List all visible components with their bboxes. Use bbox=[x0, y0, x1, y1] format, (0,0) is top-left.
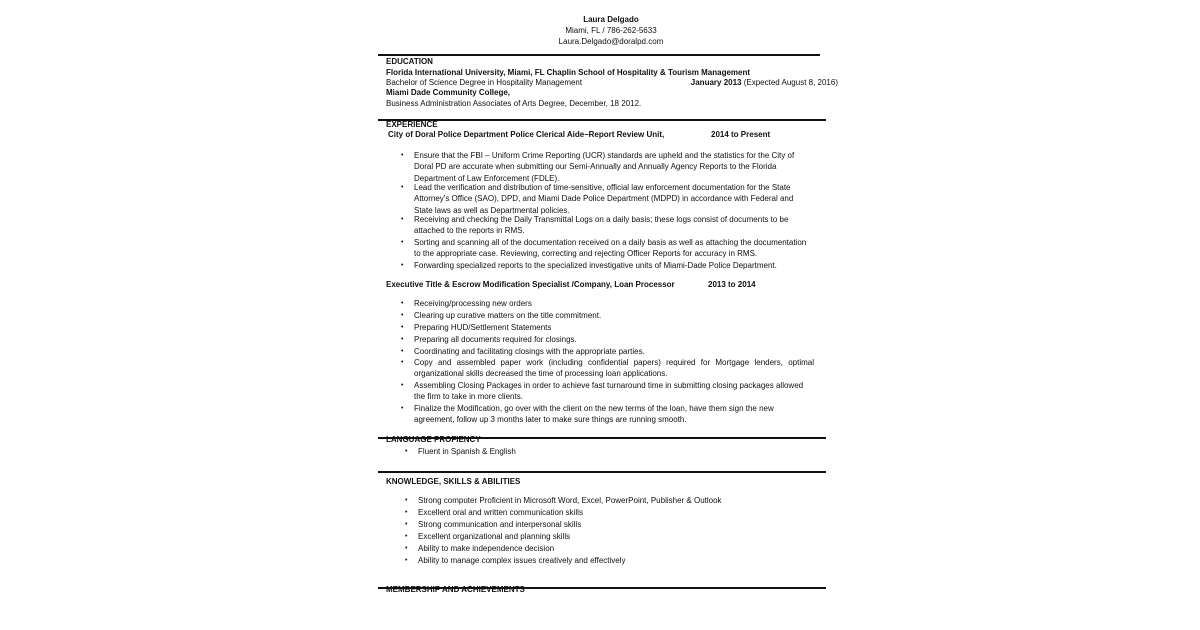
education-school-1: Florida International University, Miami, FL Chaplin School of Hospitality & Tourism Management bbox=[386, 68, 751, 77]
education-school-2: Miami Dade Community College, bbox=[386, 88, 511, 97]
email-address: Laura.Delgado@doralpd.com bbox=[558, 37, 664, 46]
experience-heading: EXPERIENCE bbox=[386, 120, 438, 129]
job-1-bullet: • Ensure that the FBI – Uniform Crime Reporting (UCR) standards are upheld and the statistics for the City of Doral PD are accurate when submitting our Semi-Annually and Annually Agency Reports to the Florida Department of Law Enforcement (FDLE). bbox=[414, 150, 810, 184]
job-2-bullet: • Finalize the Modification, go over with the client on the new terms of the loan, have them sign the new agreement, follow up 3 months later to make sure things are running smooth. bbox=[414, 403, 814, 426]
skills-bullet: • Ability to make independence decision bbox=[418, 543, 814, 554]
job-2-bullet: • Receiving/processing new orders bbox=[414, 298, 814, 309]
job-1-bullet: • Receiving and checking the Daily Transmittal Logs on a daily basis; these logs consist of documents to be attached to the reports in RMS. bbox=[414, 214, 810, 237]
education-date-1 bbox=[600, 78, 838, 88]
skills-bullet: • Excellent organizational and planning skills bbox=[418, 531, 814, 542]
education-date-1-main: January 2013 bbox=[690, 78, 742, 87]
job-1-bullet: • Lead the verification and distribution of time-sensitive, official law enforcement documentation for the State Attorney's Office (SAO), DPD, and Miami Dade Police Department (MDPD) in accordance with Federal and State laws as well as Departmental policies. bbox=[414, 182, 810, 216]
job-2-bullet: • Assembling Closing Packages in order to achieve fast turnaround time in submitting closing packages allowed the firm to take in more clients. bbox=[414, 380, 814, 403]
skills-bullet: • Strong communication and interpersonal skills bbox=[418, 519, 814, 530]
job-2-title: Executive Title & Escrow Modification Specialist /Company, Loan Processor bbox=[386, 280, 675, 289]
candidate-name: Laura Delgado bbox=[583, 15, 639, 24]
job-1-bullet: • Forwarding specialized reports to the specialized investigative units of Miami-Dade Police Department. bbox=[414, 260, 810, 271]
education-degree-2: Business Administration Associates of Arts Degree, December, 18 2012. bbox=[386, 99, 642, 108]
education-degree-1: Bachelor of Science Degree in Hospitality Management bbox=[386, 78, 583, 87]
education-heading: EDUCATION bbox=[386, 57, 433, 66]
job-1-bullet: • Sorting and scanning all of the documentation received on a daily basis as well as attaching the documentation to the appropriate case. Reviewing, correcting and rejecting Officer Reports for accuracy in RMS. bbox=[414, 237, 810, 260]
location-phone: Miami, FL / 786-262-5633 bbox=[565, 26, 657, 35]
skills-bullet: • Excellent oral and written communication skills bbox=[418, 507, 814, 518]
membership-heading: MEMBERSHIP AND ACHIEVEMENTS bbox=[386, 585, 525, 594]
education-divider bbox=[378, 54, 820, 56]
job-2-bullet: • Copy and assembled paper work (including confidential papers) required for Mortgage lenders, optimal organizational skills decreased the time of processing loan applications. bbox=[414, 357, 814, 380]
language-heading: LANGUAGE PROFIENCY bbox=[386, 435, 481, 444]
job-2-bullet: • Clearing up curative matters on the title commitment. bbox=[414, 310, 814, 321]
skills-divider bbox=[378, 471, 826, 473]
job-2-bullet: • Preparing HUD/Settlement Statements bbox=[414, 322, 814, 333]
job-2-dates: 2013 to 2014 bbox=[708, 280, 756, 289]
skills-bullet: • Ability to manage complex issues creatively and effectively bbox=[418, 555, 814, 566]
experience-divider bbox=[378, 119, 826, 121]
education-date-1-expected: (Expected August 8, 2016) bbox=[741, 78, 838, 87]
job-1-dates: 2014 to Present bbox=[711, 130, 771, 139]
skills-heading: KNOWLEDGE, SKILLS & ABILITIES bbox=[386, 477, 521, 486]
skills-bullet: • Strong computer Proficient in Microsoft Word, Excel, PowerPoint, Publisher & Outlook bbox=[418, 495, 814, 506]
language-bullet: • Fluent in Spanish & English bbox=[418, 446, 814, 457]
job-2-bullet: • Coordinating and facilitating closings with the appropriate parties. bbox=[414, 346, 814, 357]
job-2-bullet: • Preparing all documents required for closings. bbox=[414, 334, 814, 345]
job-1-title: City of Doral Police Department Police Clerical Aide–Report Review Unit, bbox=[388, 130, 665, 139]
